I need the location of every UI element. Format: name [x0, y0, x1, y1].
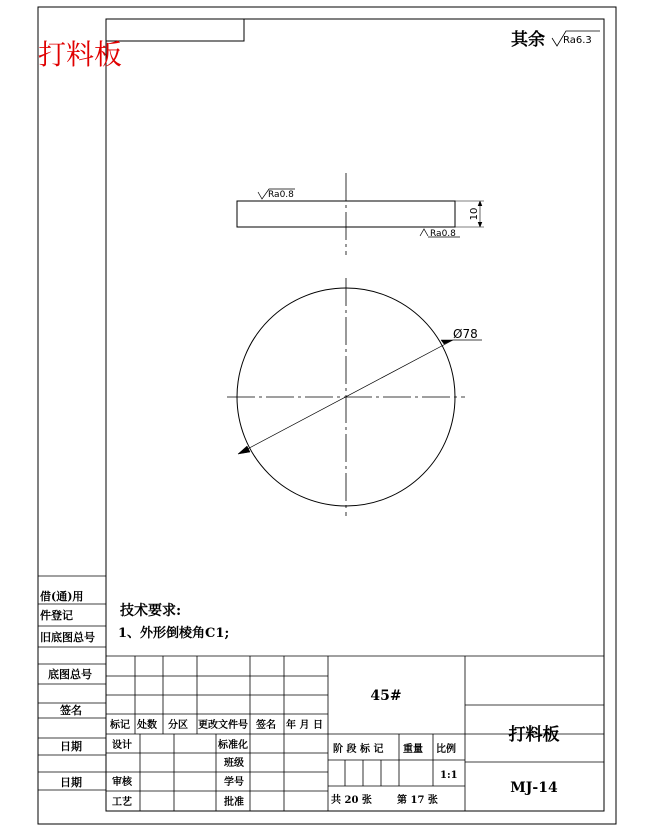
- rough-top-label: Ra0.8: [268, 190, 294, 200]
- sheet-number: 第 17 张: [397, 795, 438, 806]
- standardize-label: 标准化: [218, 740, 248, 751]
- side-sign: 签名: [60, 704, 82, 717]
- surface-note-value: Ra6.3: [563, 35, 592, 46]
- hdr-mark: 标记: [110, 720, 130, 731]
- scale-value: 1:1: [440, 770, 458, 781]
- side-view: [237, 173, 484, 255]
- review-label: 审核: [112, 777, 132, 788]
- corner-box: [106, 19, 244, 41]
- material-label: 45#: [370, 688, 402, 704]
- process-label: 工艺: [112, 797, 132, 808]
- design-label: 设计: [112, 740, 132, 751]
- inner-border: [106, 19, 604, 811]
- sheets-total: 共 20 张: [331, 795, 372, 806]
- hdr-zone: 分区: [168, 720, 188, 731]
- part-name: 打料板: [508, 725, 560, 745]
- hdr-date: 年 月 日: [286, 720, 323, 731]
- class-label: 班级: [224, 758, 244, 769]
- weight-label: 重量: [403, 744, 423, 755]
- rough-bottom-label: Ra0.8: [430, 229, 456, 239]
- drawing-number: MJ-14: [510, 780, 558, 796]
- tech-req-item1: 1、外形倒棱角C1;: [118, 626, 230, 641]
- hdr-count: 处数: [137, 720, 157, 731]
- side-borrow: 借(通)用: [40, 590, 84, 603]
- roughness-symbol-bottom: [420, 229, 428, 236]
- surface-note-prefix: 其余: [511, 30, 545, 50]
- side-date2: 日期: [60, 776, 82, 789]
- red-title: 打料板: [38, 38, 123, 71]
- outer-border: [38, 7, 616, 824]
- side-date1: 日期: [60, 740, 82, 753]
- approve-label: 批准: [224, 797, 244, 808]
- side-old-drawing: 旧底图总号: [40, 631, 95, 644]
- top-view: [227, 278, 482, 516]
- student-no-label: 学号: [224, 777, 244, 788]
- hdr-change: 更改文件号: [198, 720, 248, 731]
- thickness-label: 10: [469, 207, 480, 221]
- side-base-drawing: 底图总号: [48, 668, 92, 681]
- stage-label: 阶 段 标 记: [333, 744, 384, 755]
- tech-req-heading: 技术要求:: [120, 603, 182, 619]
- scale-header: 比例: [436, 744, 456, 755]
- diameter-label: Ø78: [453, 327, 478, 341]
- side-register: 件登记: [40, 609, 73, 622]
- hdr-sign: 签名: [256, 720, 276, 731]
